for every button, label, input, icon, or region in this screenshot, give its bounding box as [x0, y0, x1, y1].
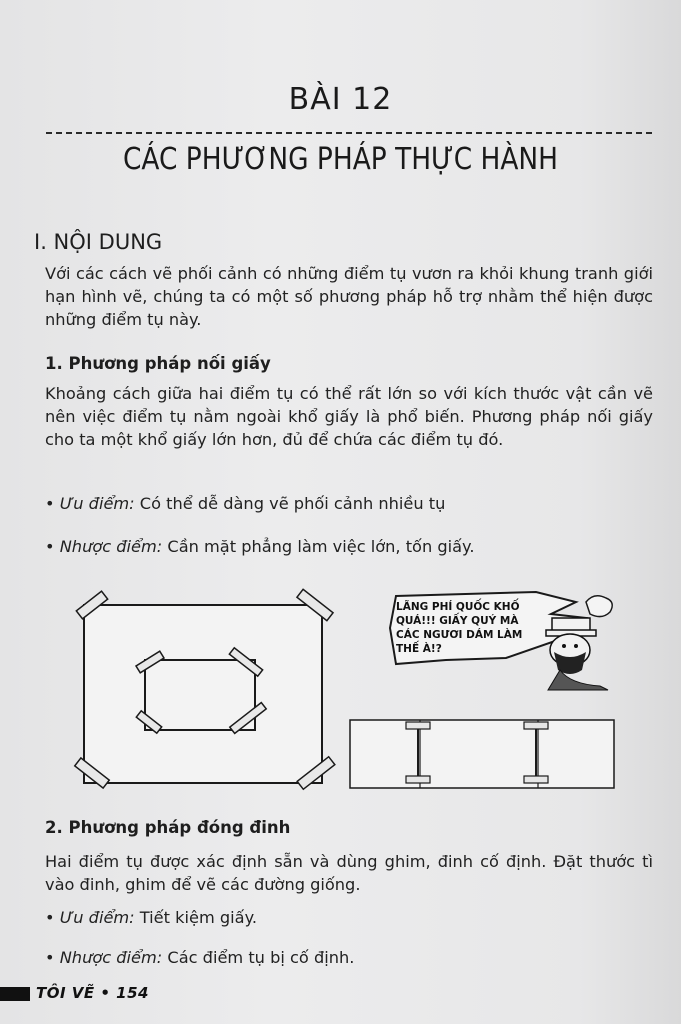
con-text: Các điểm tụ bị cố định. — [167, 948, 355, 967]
section-heading: I. NỘI DUNG — [34, 230, 163, 254]
lesson-number: BÀI 12 — [288, 82, 393, 117]
comic-line: LÃNG PHÍ QUỐC KHỐ — [396, 601, 520, 613]
con-label: Nhược điểm: — [59, 948, 163, 967]
comic-line: THẾ À!? — [396, 643, 442, 655]
pro-text: Có thể dễ dàng vẽ phối cảnh nhiều tụ — [139, 494, 446, 513]
page-footer: TÔI VẼ • 154 — [36, 984, 149, 1002]
method1-body: Khoảng cách giữa hai điểm tụ có thể rất lớn so với kích thước vật cần vẽ nên việc điểm tụ nằm ngoài khổ giấy là phổ biến. Phương pháp nối giấy cho ta một khổ giấy lớn hơn, đủ để chứa các điểm tụ đó. — [45, 384, 653, 449]
comic-dialogue — [396, 600, 536, 656]
method1-con: • Nhược điểm: Cần mặt phẳng làm việc lớn, tốn giấy. — [45, 537, 475, 556]
method2-heading: 2. Phương pháp đóng đinh — [45, 818, 291, 837]
method2-body: Hai điểm tụ được xác định sẵn và dùng ghim, đinh cố định. Đặt thước tì vào đinh, ghim để vẽ các đường giống. — [45, 852, 653, 894]
lesson-title: CÁC PHƯƠNG PHÁP THỰC HÀNH — [122, 142, 559, 177]
taped-paper-illustration — [70, 590, 350, 800]
method1-pro: • Ưu điểm: Có thể dễ dàng vẽ phối cảnh nhiều tụ — [45, 494, 446, 513]
method2-pro: • Ưu điểm: Tiết kiệm giấy. — [45, 908, 257, 927]
comic-character — [540, 610, 620, 690]
method2-con: • Nhược điểm: Các điểm tụ bị cố định. — [45, 948, 355, 967]
pro-label: Ưu điểm: — [59, 908, 135, 927]
comic-line: QUÁ!!! GIẤY QUÝ MÀ — [396, 615, 519, 627]
footer-bar — [0, 987, 30, 1001]
pro-text: Tiết kiệm giấy. — [139, 908, 257, 927]
method1-heading: 1. Phương pháp nối giấy — [45, 354, 271, 373]
section-intro: Với các cách vẽ phối cảnh có những điểm tụ vươn ra khỏi khung tranh giới hạn hình vẽ, chúng ta có một số phương pháp hỗ trợ nhằm thể hiện được những điểm tụ này. — [45, 264, 653, 329]
comic-line: CÁC NGƯƠI DÁM LÀM — [396, 629, 523, 641]
joined-sheets-illustration — [348, 716, 618, 792]
con-label: Nhược điểm: — [59, 537, 163, 556]
pro-label: Ưu điểm: — [59, 494, 135, 513]
title-divider — [46, 132, 652, 134]
con-text: Cần mặt phẳng làm việc lớn, tốn giấy. — [167, 537, 475, 556]
